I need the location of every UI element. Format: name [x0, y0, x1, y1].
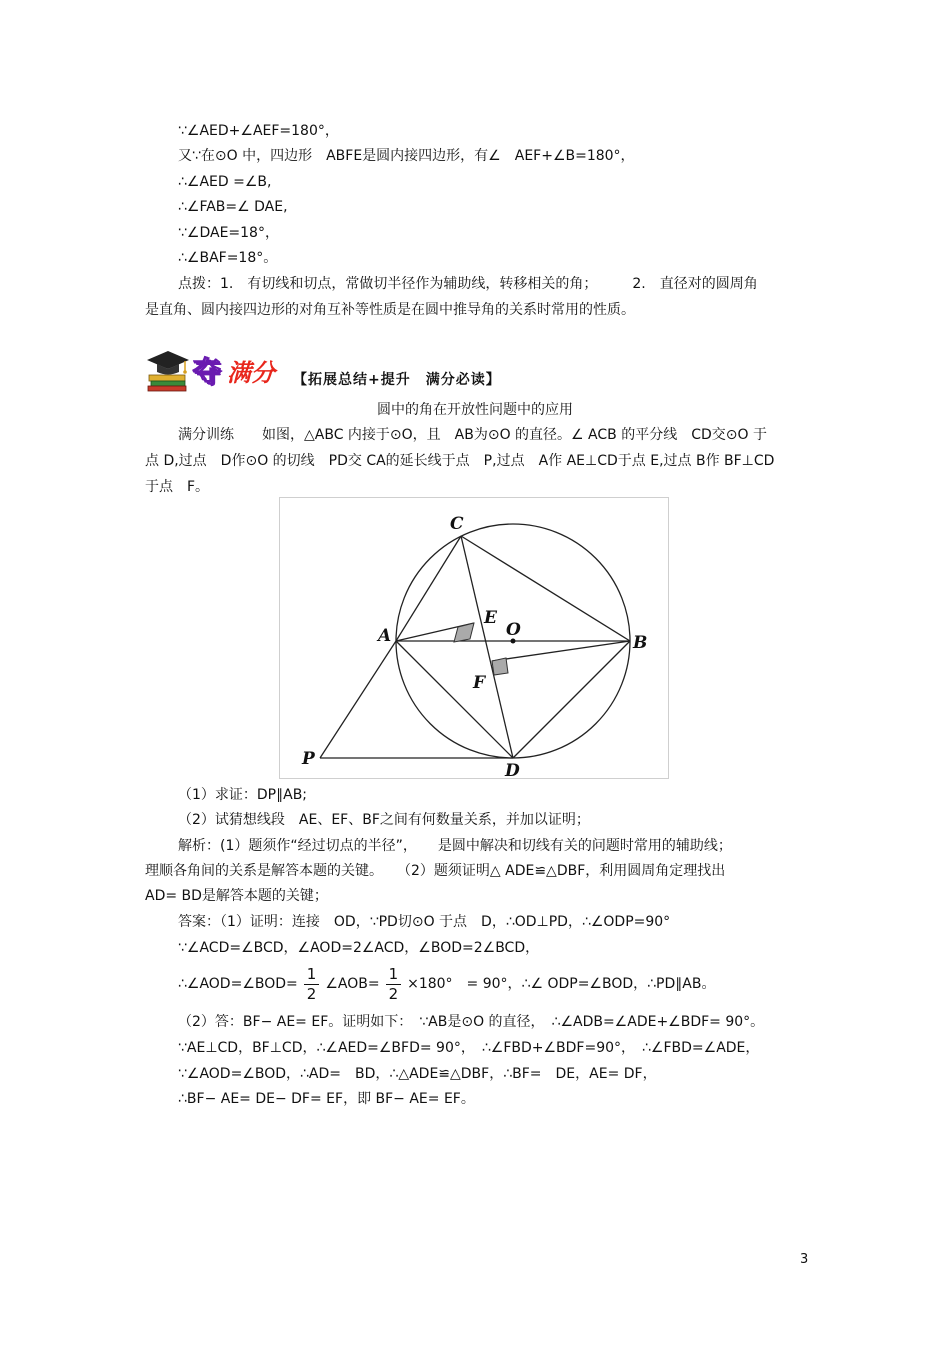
full-score-banner	[145, 345, 505, 395]
segment-bd	[513, 641, 630, 758]
circle-diagram	[280, 498, 668, 778]
answer-line: ∵∠AOD=∠BOD，∴AD= BD，∴△ADE≌△DBF，∴BF= DE，AE= DF，	[178, 1066, 657, 1082]
question-line: （1）求证：DP∥AB;	[178, 787, 308, 803]
segment-ap	[320, 641, 396, 758]
analysis-line: AD= BD是解答本题的关键；	[145, 888, 328, 904]
answer-line: ∴BF− AE= DE− DF= EF，即 BF− AE= EF。	[178, 1091, 475, 1107]
fraction-numerator: 1	[386, 965, 402, 985]
text-line: 又∵在⊙O 中，四边形 ABFE是圆内接四边形，有∠ AEF+∠B=180°，	[178, 148, 635, 164]
text-line: ∴∠FAB=∠ DAE,	[178, 199, 288, 215]
text-line: ∵∠AED+∠AEF=180°，	[178, 123, 339, 139]
label-f: F	[473, 673, 486, 693]
banner-subtitle: 【拓展总结+提升 满分必读】	[293, 372, 501, 388]
label-p: P	[302, 749, 315, 769]
text-line: ∴∠AED =∠B,	[178, 174, 272, 190]
hint-line: 点拨：1. 有切线和切点，常做切半径作为辅助线，转移相关的角； 2. 直径对的圆周角	[178, 276, 758, 292]
answer-mid: ∠AOB=	[325, 976, 380, 992]
right-angle-e	[454, 623, 474, 642]
problem-line: 点 D,过点 D作⊙O 的切线 PD交 CA的延长线于点 P,过点 A作 AE⊥CD于点 E,过点 B作 BF⊥CD	[145, 453, 775, 469]
answer-fraction-line	[178, 964, 715, 1004]
fraction	[304, 965, 320, 1004]
right-angle-f	[492, 658, 508, 675]
fraction-denominator: 2	[388, 984, 399, 1003]
label-o: O	[506, 620, 521, 640]
label-b: B	[633, 633, 648, 653]
segment-bf	[492, 641, 630, 661]
graduation-cap-books-icon	[145, 345, 191, 393]
answer-suffix: ×180° = 90°，∴∠ ODP=∠BOD，∴PD∥AB。	[407, 976, 716, 992]
label-d: D	[505, 761, 520, 778]
geometry-figure	[279, 497, 669, 779]
answer-line: 答案：（1）证明：连接 OD，∵PD切⊙O 于点 D，∴OD⊥PD，∴∠ODP=90°	[178, 914, 671, 930]
label-e: E	[484, 608, 497, 628]
text-line: ∵∠DAE=18°，	[178, 225, 279, 241]
segment-cd	[461, 536, 513, 758]
answer-line: （2）答：BF− AE= EF。证明如下： ∵AB是⊙O 的直径， ∴∠ADB=∠ADE+∠BDF= 90°。	[178, 1014, 765, 1030]
section-title: 圆中的角在开放性问题中的应用	[377, 402, 573, 418]
answer-line: ∵∠ACD=∠BCD，∠AOD=2∠ACD，∠BOD=2∠BCD，	[178, 940, 540, 956]
problem-line: 于点 F。	[145, 479, 210, 495]
answer-prefix: ∴∠AOD=∠BOD=	[178, 976, 298, 992]
text-line: ∴∠BAF=18°。	[178, 250, 278, 266]
fraction	[386, 965, 402, 1004]
banner-title	[193, 353, 275, 387]
analysis-line: 理顺各角间的关系是解答本题的关键。 （2）题须证明△ ADE≌△DBF，利用圆周角定理找出	[145, 863, 726, 879]
banner-qi: 夺	[193, 355, 222, 388]
fraction-denominator: 2	[306, 984, 317, 1003]
segment-ca	[396, 536, 461, 641]
hint-line: 是直角、圆内接四边形的对角互补等性质是在圆中推导角的关系时常用的性质。	[145, 302, 635, 318]
page-number: 3	[800, 1252, 809, 1267]
label-c: C	[450, 514, 464, 534]
analysis-line: 解析：(1）题须作“经过切点的半径”， 是圆中解决和切线有关的问题时常用的辅助线；	[178, 838, 732, 854]
fraction-numerator: 1	[304, 965, 320, 985]
label-a: A	[378, 626, 392, 646]
problem-line: 满分训练 如图，△ABC 内接于⊙O，且 AB为⊙O 的直径。∠ ACB 的平分线 CD交⊙O 于	[178, 427, 767, 443]
question-line: （2）试猜想线段 AE、EF、BF之间有何数量关系，并加以证明；	[178, 812, 590, 828]
banner-man: 满分	[227, 358, 276, 387]
answer-line: ∵AE⊥CD，BF⊥CD，∴∠AED=∠BFD= 90°， ∴∠FBD+∠BDF=90°， ∴∠FBD=∠ADE，	[178, 1040, 760, 1056]
segment-ad	[396, 641, 513, 758]
